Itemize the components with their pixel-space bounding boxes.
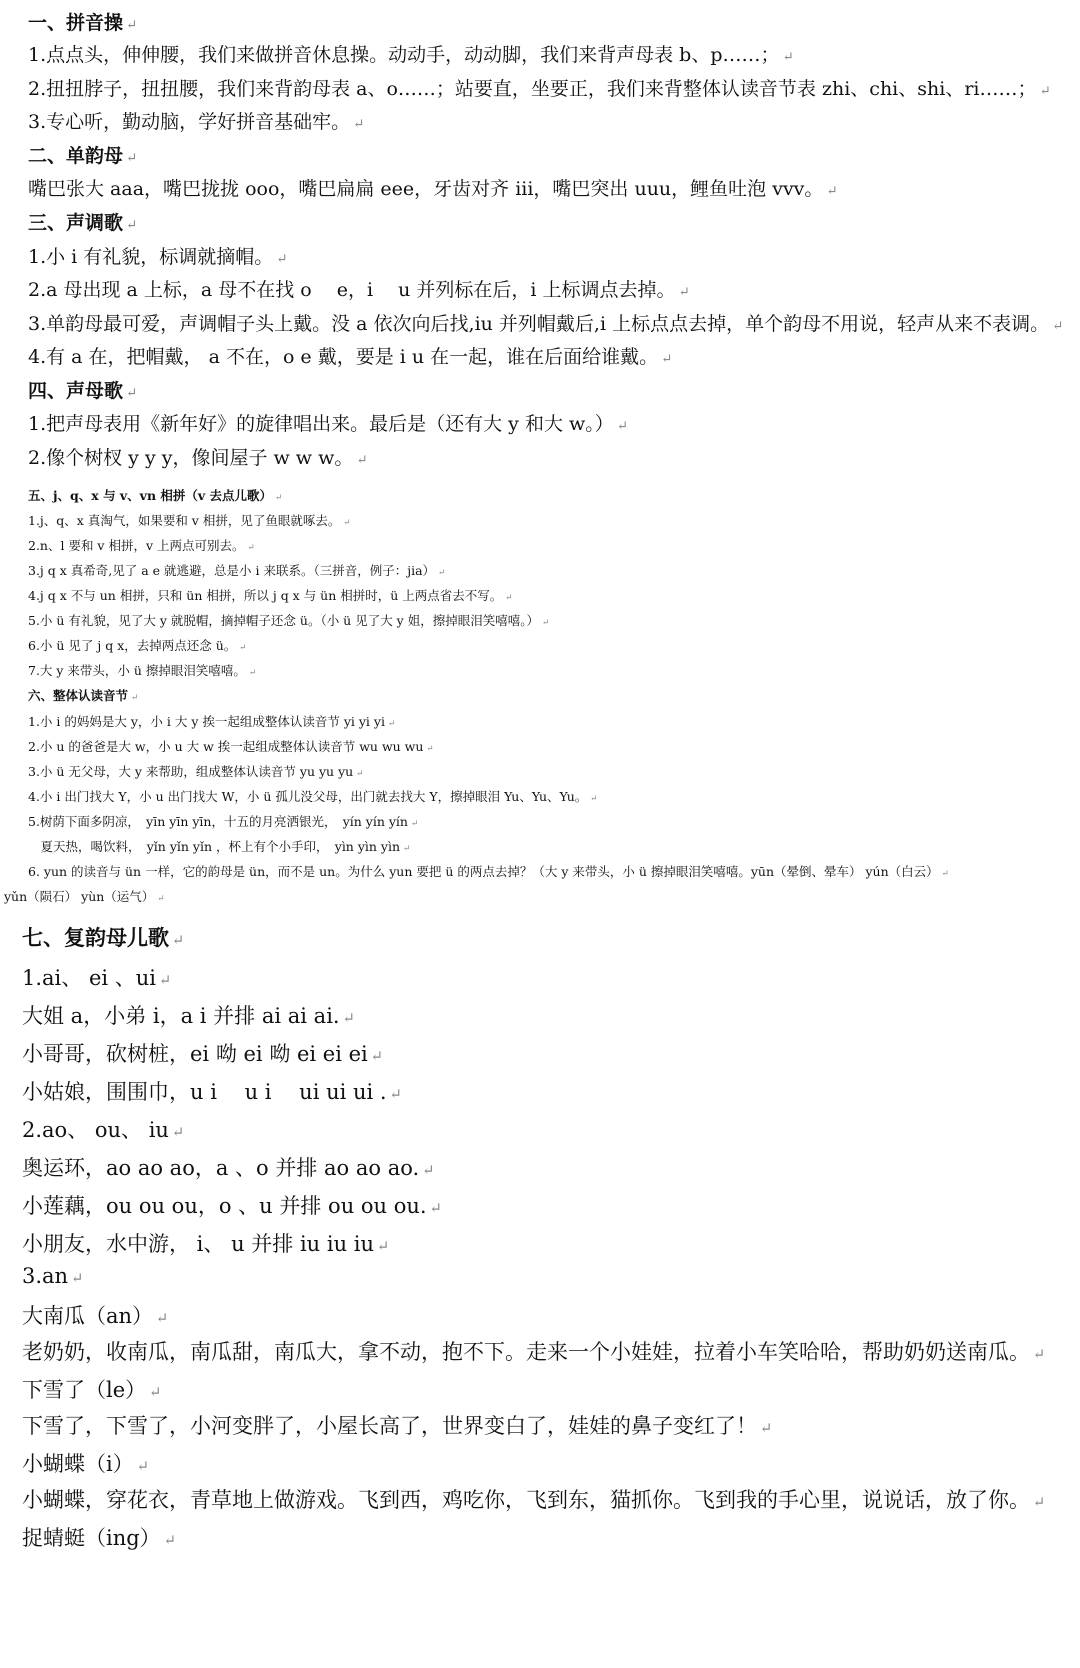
paragraph-mark-icon: ↵ [356, 769, 364, 779]
paragraph-mark-icon: ↵ [126, 218, 138, 233]
line-text: 二、单韵母 [28, 145, 124, 167]
line-text: 五、j、q、x 与 v、vn 相拼（v 去点儿歌） [28, 488, 273, 503]
paragraph-mark-icon: ↵ [826, 184, 838, 199]
line-text: 3.小 ü 无父母，大 y 来帮助，组成整体认读音节 yu yu yu [28, 764, 354, 779]
section-heading [28, 208, 137, 235]
line-text: 老奶奶，收南瓜，南瓜甜，南瓜大，拿不动，抱不下。走来一个小娃娃，拉着小车笑哈哈，帮助奶奶送南瓜。 [22, 1340, 1030, 1364]
text-line [22, 1228, 389, 1258]
text-line [28, 737, 434, 755]
line-text: 2.小 u 的爸爸是大 w，小 u 大 w 挨一起组成整体认读音节 wu wu wu [28, 739, 424, 754]
text-line [22, 1522, 176, 1552]
line-text: 6.小 ü 见了 j q x，去掉两点还念 ü。 [28, 638, 237, 653]
paragraph-mark-icon: ↵ [159, 972, 172, 989]
text-line [28, 611, 549, 629]
line-text: 奥运环，ao ao ao，a 、o 并排 ao ao ao. [22, 1156, 420, 1180]
paragraph-mark-icon: ↵ [172, 932, 185, 949]
paragraph-mark-icon: ↵ [678, 285, 690, 300]
text-line [28, 443, 368, 470]
text-line [28, 107, 364, 134]
line-text: 六、整体认读音节 [28, 688, 129, 703]
paragraph-mark-icon: ↵ [149, 1384, 162, 1401]
paragraph-mark-icon: ↵ [126, 18, 138, 33]
line-text: yǔn（陨石） yùn（运气） [4, 889, 155, 904]
line-text: 下雪了（le） [22, 1378, 147, 1402]
section-heading [28, 8, 137, 35]
text-line [22, 1264, 83, 1288]
text-line [22, 1076, 402, 1106]
text-line [22, 1038, 383, 1068]
text-line [28, 409, 628, 436]
line-text: 3.j q x 真希奇,见了 a e 就逃避，总是小 i 来联系。（三拼音，例子：jia） [28, 563, 436, 578]
paragraph-mark-icon: ↵ [541, 618, 550, 628]
paragraph-mark-icon: ↵ [342, 1010, 355, 1027]
line-text: 2.a 母出现 a 上标，a 母不在找 o e，i u 并列标在后，i 上标调点去掉。 [28, 279, 676, 301]
text-line [28, 511, 351, 529]
paragraph-mark-icon: ↵ [275, 493, 283, 503]
line-text: 2.扭扭脖子，扭扭腰，我们来背韵母表 a、o……；站要直，坐要正，我们来背整体认读音节表 zhi、chi、shi、ri……； [28, 78, 1037, 100]
line-text: 3.an [22, 1264, 69, 1288]
paragraph-mark-icon: ↵ [163, 1532, 176, 1549]
text-line [28, 862, 949, 880]
line-text: 1.小 i 的妈妈是大 y，小 i 大 y 挨一起组成整体认读音节 yi yi yi [28, 714, 385, 729]
text-line [28, 536, 255, 554]
paragraph-mark-icon: ↵ [661, 352, 673, 367]
section-heading [28, 141, 137, 168]
text-line [28, 561, 445, 579]
paragraph-mark-icon: ↵ [71, 1270, 84, 1287]
line-text: 1.把声母表用《新年好》的旋律唱出来。最后是（还有大 y 和大 w。） [28, 413, 614, 435]
line-text: 下雪了，下雪了，小河变胖了，小屋长高了，世界变白了，娃娃的鼻子变红了！ [22, 1414, 757, 1438]
text-line [28, 787, 598, 805]
text-line [28, 812, 418, 830]
line-text: 小哥哥，砍树桩，ei 呦 ei 呦 ei ei ei [22, 1042, 368, 1066]
line-text: 5.小 ü 有礼貌，见了大 y 就脱帽，摘掉帽子还念 ü。（小 ü 见了大 y 姐，擦掉眼泪笑嘻嘻。） [28, 613, 539, 628]
line-text: 小蝴蝶，穿花衣，青草地上做游戏。飞到西，鸡吃你，飞到东，猫抓你。飞到我的手心里，说说话，放了你。 [22, 1488, 1030, 1512]
section-heading [22, 922, 184, 952]
paragraph-mark-icon: ↵ [1033, 1346, 1046, 1363]
text-line [28, 275, 690, 302]
paragraph-mark-icon: ↵ [429, 1200, 442, 1217]
paragraph-mark-icon: ↵ [426, 744, 434, 754]
paragraph-mark-icon: ↵ [377, 1238, 390, 1255]
text-line [28, 636, 247, 654]
text-line [28, 712, 395, 730]
paragraph-mark-icon: ↵ [438, 568, 446, 578]
paragraph-mark-icon: ↵ [422, 1162, 435, 1179]
text-line [22, 1000, 355, 1030]
paragraph-mark-icon: ↵ [353, 117, 365, 132]
line-text: 1.ai、 ei 、ui [22, 966, 157, 990]
paragraph-mark-icon: ↵ [1033, 1494, 1046, 1511]
line-text: 1.点点头，伸伸腰，我们来做拼音休息操。动动手，动动脚，我们来背声母表 b、p……； [28, 44, 780, 66]
line-text: 2.ao、 ou、 iu [22, 1118, 169, 1142]
line-text: 2.n、l 要和 v 相拼，v 上两点可别去。 [28, 538, 245, 553]
line-text: 小姑娘，围围巾，u i u i ui ui ui . [22, 1080, 387, 1104]
line-text: 4.小 i 出门找大 Y，小 u 出门找大 W，小 ü 孤儿没父母，出门就去找大 Y，擦掉眼泪 Yu、Yu、Yu。 [28, 789, 588, 804]
paragraph-mark-icon: ↵ [941, 869, 949, 879]
line-text: 1.j、q、x 真淘气，如果要和 v 相拼，见了鱼眼就啄去。 [28, 513, 341, 528]
text-line [28, 837, 410, 855]
text-line [28, 661, 256, 679]
text-line [4, 887, 165, 905]
text-line [22, 1448, 149, 1478]
paragraph-mark-icon: ↵ [131, 693, 139, 703]
paragraph-mark-icon: ↵ [156, 1310, 169, 1327]
text-line [22, 1190, 442, 1220]
text-line [28, 342, 672, 369]
line-text: 七、复韵母儿歌 [22, 925, 169, 950]
line-text: 5.树荫下面多阴凉， yīn yīn yīn，十五的月亮洒银光， yín yín yín [28, 814, 408, 829]
line-text: 小莲藕，ou ou ou，o 、u 并排 ou ou ou. [22, 1194, 427, 1218]
paragraph-mark-icon: ↵ [126, 386, 138, 401]
line-text: 三、声调歌 [28, 212, 124, 234]
text-line [22, 1336, 1045, 1366]
paragraph-mark-icon: ↵ [387, 719, 396, 729]
paragraph-mark-icon: ↵ [356, 453, 368, 468]
line-text: 2.像个树杈 y y y，像间屋子 w w w。 [28, 447, 354, 469]
paragraph-mark-icon: ↵ [389, 1086, 402, 1103]
line-text: 1.小 i 有礼貌，标调就摘帽。 [28, 246, 274, 268]
line-text: 四、声母歌 [28, 380, 124, 402]
section-heading [28, 486, 282, 504]
text-line [28, 762, 364, 780]
line-text: 4.有 a 在，把帽戴， a 不在，o e 戴，要是 i u 在一起，谁在后面给谁戴。 [28, 346, 659, 368]
line-text: 小朋友，水中游， i、 u 并排 iu iu iu [22, 1232, 375, 1256]
paragraph-mark-icon: ↵ [276, 252, 288, 267]
paragraph-mark-icon: ↵ [239, 643, 247, 653]
paragraph-mark-icon: ↵ [403, 844, 411, 854]
line-text: 7.大 y 来带头，小 ü 擦掉眼泪笑嘻嘻。 [28, 663, 246, 678]
line-text: 小蝴蝶（i） [22, 1452, 134, 1476]
text-line [22, 1484, 1045, 1514]
paragraph-mark-icon: ↵ [782, 50, 794, 65]
paragraph-mark-icon: ↵ [126, 151, 138, 166]
text-line [22, 1410, 772, 1440]
line-text: 大南瓜（an） [22, 1304, 154, 1328]
text-line [28, 242, 287, 269]
paragraph-mark-icon: ↵ [136, 1458, 150, 1475]
line-text: 3.专心听，勤动脑，学好拼音基础牢。 [28, 111, 351, 133]
line-text: 4.j q x 不与 un 相拼，只和 ün 相拼，所以 j q x 与 ün 相拼时，ü 上两点省去不写。 [28, 588, 503, 603]
line-text: 3.单韵母最可爱，声调帽子头上戴。没 a 依次向后找,iu 并列帽戴后,i 上标点点去掉，单个韵母不用说，轻声从来不表调。 [28, 313, 1050, 335]
paragraph-mark-icon: ↵ [370, 1048, 384, 1065]
paragraph-mark-icon: ↵ [590, 794, 598, 804]
text-line [28, 40, 794, 67]
line-text: 嘴巴张大 aaa，嘴巴拢拢 ooo，嘴巴扁扁 eee，牙齿对齐 iii，嘴巴突出 uuu，鲤鱼吐泡 vvv。 [28, 178, 824, 200]
text-line [28, 74, 1051, 101]
text-line [22, 1374, 161, 1404]
paragraph-mark-icon: ↵ [247, 543, 255, 553]
paragraph-mark-icon: ↵ [505, 593, 513, 603]
text-line [28, 309, 1063, 336]
paragraph-mark-icon: ↵ [157, 894, 165, 904]
text-line [22, 962, 171, 992]
paragraph-mark-icon: ↵ [1052, 319, 1064, 334]
text-line [28, 586, 513, 604]
paragraph-mark-icon: ↵ [760, 1420, 773, 1437]
paragraph-mark-icon: ↵ [248, 668, 257, 678]
paragraph-mark-icon: ↵ [171, 1124, 185, 1141]
line-text: 捉蜻蜓（ing） [22, 1526, 161, 1550]
section-heading [28, 686, 138, 704]
paragraph-mark-icon: ↵ [616, 419, 628, 434]
text-line [22, 1300, 168, 1330]
line-text: 大姐 a，小弟 i，a i 并排 ai ai ai. [22, 1004, 340, 1028]
section-heading [28, 376, 137, 403]
paragraph-mark-icon: ↵ [343, 518, 351, 528]
line-text: 一、拼音操 [28, 12, 124, 34]
text-line [28, 174, 838, 201]
line-text: 夏天热，喝饮料， yǐn yǐn yǐn ，杯上有个小手印， yìn yìn yìn [28, 839, 401, 854]
text-line [22, 1152, 435, 1182]
text-line [22, 1114, 184, 1144]
line-text: 6. yun 的读音与 ün 一样，它的韵母是 ün，而不是 un。为什么 yun 要把 ü 的两点去掉？（大 y 来带头，小 ü 擦掉眼泪笑嘻嘻。yūn（晕倒、晕车） yún（白云） [28, 864, 939, 879]
paragraph-mark-icon: ↵ [410, 819, 419, 829]
paragraph-mark-icon: ↵ [1039, 84, 1051, 99]
